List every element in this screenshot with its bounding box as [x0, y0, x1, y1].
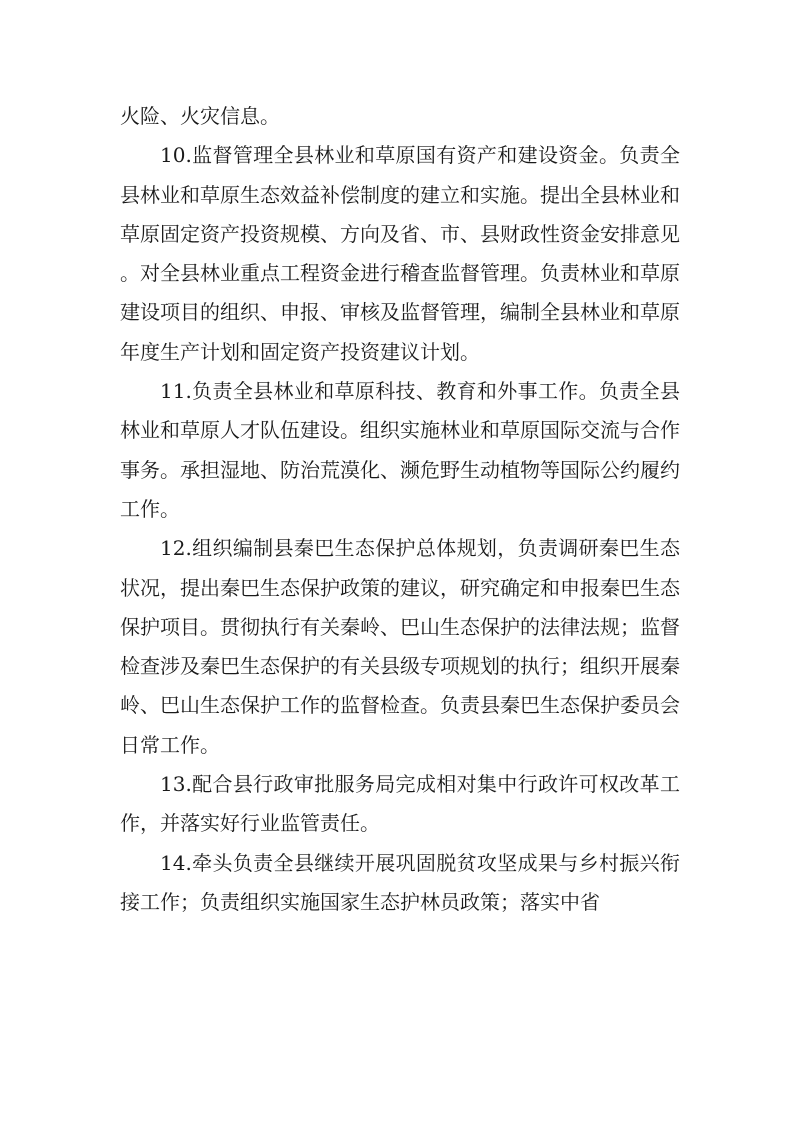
- text-line: 县秦巴生态保护委员会日常工作。: [120, 693, 680, 757]
- text-line: 负责林业和草原建设项目的组织、申报、审核及监督管理，: [120, 261, 680, 325]
- paragraph: [120, 136, 680, 372]
- text-line: 兴衔接工作；负责组织实施国家生态护林员政策；落实中省: [120, 850, 680, 914]
- paragraph: [120, 97, 680, 136]
- text-line: 划。: [440, 339, 480, 364]
- text-line: 火险、火灾信息。: [120, 104, 280, 128]
- text-line: 10.监督管理全县林业和草原国有资产和建设资金。负责: [160, 143, 660, 168]
- text-line: 秦巴生态保护项目。贯彻执行有关秦岭、巴山生态保护的法: [120, 575, 680, 639]
- text-line: 生态状况，提出秦巴生态保护政策的建议，研究确定和申报: [120, 536, 680, 600]
- paragraph: [120, 529, 680, 765]
- text-line: 13.配合县行政审批服务局完成相对集中行政许可权改: [160, 772, 640, 797]
- text-line: 执行；组织开展秦岭、巴山生态保护工作的监督检查。负责: [120, 654, 680, 718]
- paragraph: [120, 765, 680, 844]
- text-line: 全县林业和草原生态效益补偿制度的建立和实施。提出全县: [120, 143, 680, 207]
- text-line: 11.负责全县林业和草原科技、教育和外事工作。负责: [160, 379, 640, 404]
- text-line: 编制全县林业和草原年度生产计划和固定资产投资建议计: [120, 300, 680, 364]
- text-line: 金安排意见。对全县林业重点工程资金进行稽查监督管理。: [120, 221, 680, 286]
- document-body: [120, 97, 680, 922]
- text-line: 全县林业和草原人才队伍建设。组织实施林业和草原国际交: [120, 379, 680, 443]
- text-line: 国际公约履约工作。: [120, 457, 680, 521]
- text-line: 12.组织编制县秦巴生态保护总体规划，负责调研秦巴: [160, 536, 640, 561]
- text-line: 14.牵头负责全县继续开展巩固脱贫攻坚成果与乡村振: [160, 850, 640, 875]
- text-line: 流与合作事务。承担湿地、防治荒漠化、濒危野生动植物等: [120, 418, 680, 482]
- text-line: 林业和草原固定资产投资规模、方向及省、市、县财政性资: [120, 182, 680, 246]
- text-line: 律法规；监督检查涉及秦巴生态保护的有关县级专项规划的: [120, 614, 680, 679]
- paragraph: [120, 372, 680, 529]
- paragraph: [120, 844, 680, 923]
- text-line: 革工作，并落实好行业监管责任。: [120, 772, 680, 836]
